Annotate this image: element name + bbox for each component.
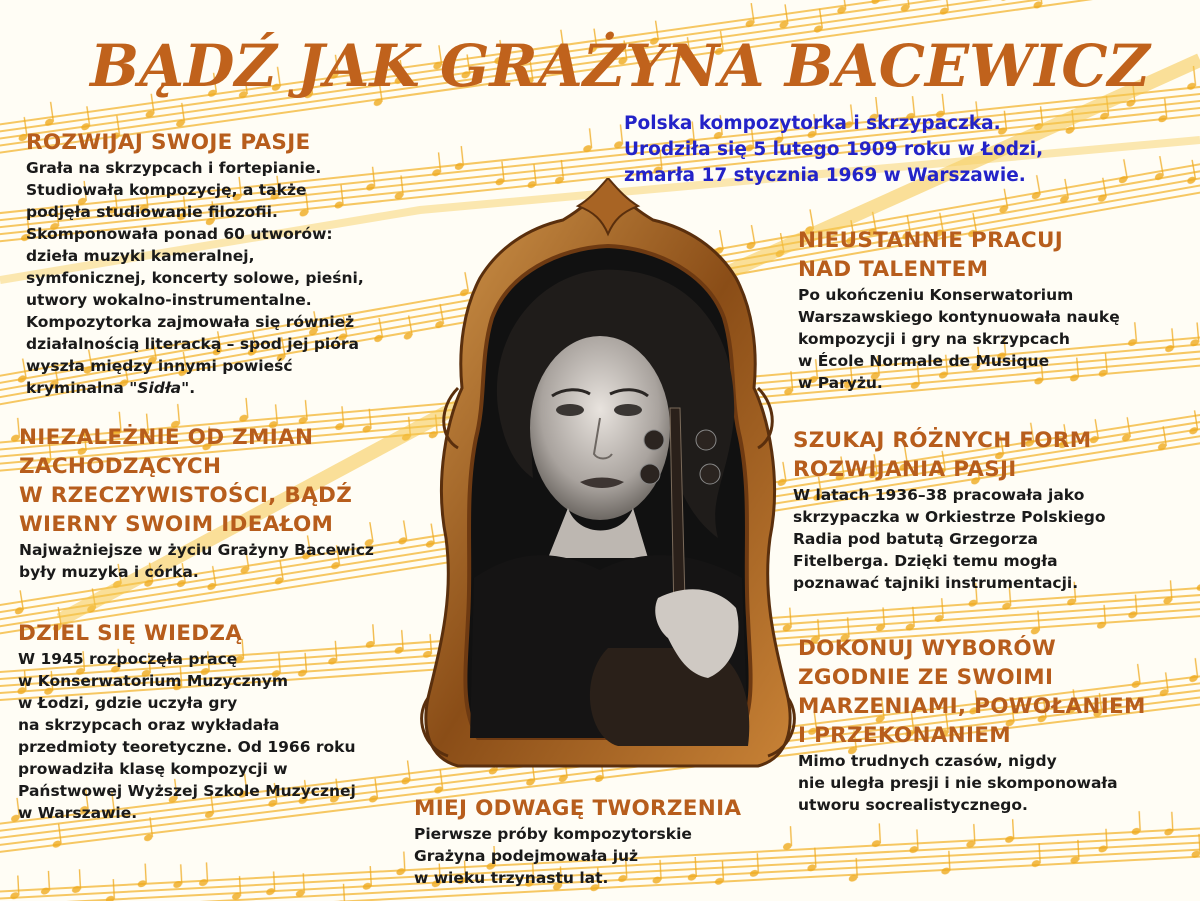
section-heading (414, 794, 741, 823)
section-heading (26, 128, 364, 157)
body-line: Kompozytorka zajmowała się również (26, 313, 355, 331)
body-line: Warszawskiego kontynuowała naukę (798, 308, 1120, 326)
book-title: Sidła (137, 379, 182, 397)
section-pasje (26, 128, 364, 399)
body-line: skrzypaczka w Orkiestrze Polskiego (793, 508, 1106, 526)
section-body (414, 823, 741, 889)
body-line: w Konserwatorium Muzycznym (18, 672, 288, 690)
body-line: Radia pod batutą Grzegorza (793, 530, 1038, 548)
body-line: były muzyka i córka. (19, 563, 199, 581)
body-line: Skomponowała ponad 60 utworów: (26, 225, 333, 243)
body-line: Studiowała kompozycję, a także (26, 181, 307, 199)
heading-line: DZIEL SIĘ WIEDZĄ (18, 621, 243, 646)
heading-line: SZUKAJ RÓŻNYCH FORM (793, 428, 1092, 453)
heading-line: NIEUSTANNIE PRACUJ (798, 228, 1064, 253)
heading-line: NIEZALEŻNIE OD ZMIAN (19, 425, 314, 450)
body-line: prowadziła klasę kompozycji w (18, 760, 288, 778)
body-line: Mimo trudnych czasów, nigdy (798, 752, 1057, 770)
section-body (793, 484, 1106, 594)
body-line: wyszła między innymi powieść (26, 357, 293, 375)
body-line: Pierwsze próby kompozytorskie (414, 825, 692, 843)
section-talent (798, 226, 1120, 394)
body-line: symfonicznej, koncerty solowe, pieśni, (26, 269, 364, 287)
portrait-frame (418, 178, 798, 770)
body-line: Grażyna podejmowała już (414, 847, 639, 865)
body-line: na skrzypcach oraz wykładała (18, 716, 280, 734)
body-line: w wieku trzynastu lat. (414, 869, 609, 887)
section-wybory (798, 634, 1146, 816)
section-odwaga (414, 794, 741, 889)
heading-line: DOKONUJ WYBORÓW (798, 636, 1057, 661)
heading-line: NAD TALENTEM (798, 257, 989, 282)
body-line: kompozycji i gry na skrzypcach (798, 330, 1070, 348)
heading-line: ZGODNIE ZE SWOIMI (798, 665, 1054, 690)
heading-line: ROZWIJAJ SWOJE PASJE (26, 130, 311, 155)
body-line: w Łodzi, gdzie uczyła gry (18, 694, 238, 712)
body-line: Grała na skrzypcach i fortepianie. (26, 159, 322, 177)
body-line: Państwowej Wyższej Szkole Muzycznej (18, 782, 356, 800)
section-body (798, 750, 1146, 816)
ornate-mirror-frame (418, 178, 798, 770)
heading-line: WIERNY SWOIM IDEAŁOM (19, 512, 334, 537)
body-line: utworu socrealistycznego. (798, 796, 1028, 814)
section-wiedza (18, 619, 356, 824)
body-line: utwory wokalno-instrumentalne. (26, 291, 312, 309)
section-heading (19, 423, 374, 539)
text: ". (181, 379, 196, 397)
heading-line: W RZECZYWISTOŚCI, BĄDŹ (19, 483, 353, 508)
body-line: W latach 1936–38 pracowała jako (793, 486, 1085, 504)
body-line: Po ukończeniu Konserwatorium (798, 286, 1074, 304)
body-line: w École Normale de Musique (798, 352, 1050, 370)
heading-line: ZACHODZĄCYCH (19, 454, 222, 479)
body-line: w Warszawie. (18, 804, 138, 822)
body-line (26, 377, 364, 399)
section-heading (798, 634, 1146, 750)
intro-line: zmarła 17 stycznia 1969 w Warszawie. (624, 165, 1026, 186)
section-heading (793, 426, 1106, 484)
heading-line: ROZWIJANIA PASJI (793, 457, 1017, 482)
section-body (18, 648, 356, 824)
body-line: poznawać tajniki instrumentacji. (793, 574, 1079, 592)
body-line: nie uległa presji i nie skomponowała (798, 774, 1118, 792)
body-line: przedmioty teoretyczne. Od 1966 roku (18, 738, 356, 756)
intro-line: Urodziła się 5 lutego 1909 roku w Łodzi, (624, 139, 1044, 160)
heading-line: MARZENIAMI, POWOŁANIEM (798, 694, 1146, 719)
heading-line: I PRZEKONANIEM (798, 723, 1011, 748)
section-heading (798, 226, 1120, 284)
body-line: podjęła studiowanie filozofii. (26, 203, 278, 221)
intro-line: Polska kompozytorka i skrzypaczka. (624, 113, 1001, 134)
text: kryminalna " (26, 379, 138, 397)
body-line: W 1945 rozpoczęła pracę (18, 650, 238, 668)
section-body (798, 284, 1120, 394)
section-body (19, 539, 374, 583)
section-idealy (19, 423, 374, 583)
page-title: BĄDŹ JAK GRAŻYNA BACEWICZ (90, 32, 1150, 100)
body-line: dzieła muzyki kameralnej, (26, 247, 255, 265)
body-line: Fitelberga. Dzięki temu mogła (793, 552, 1058, 570)
section-heading (18, 619, 356, 648)
body-line: w Paryżu. (798, 374, 883, 392)
section-formy (793, 426, 1106, 594)
heading-line: MIEJ ODWAGĘ TWORZENIA (414, 796, 742, 821)
body-line: Najważniejsze w życiu Grażyny Bacewicz (19, 541, 374, 559)
body-line: działalnością literacką – spod jej pióra (26, 335, 359, 353)
section-body (26, 157, 364, 399)
